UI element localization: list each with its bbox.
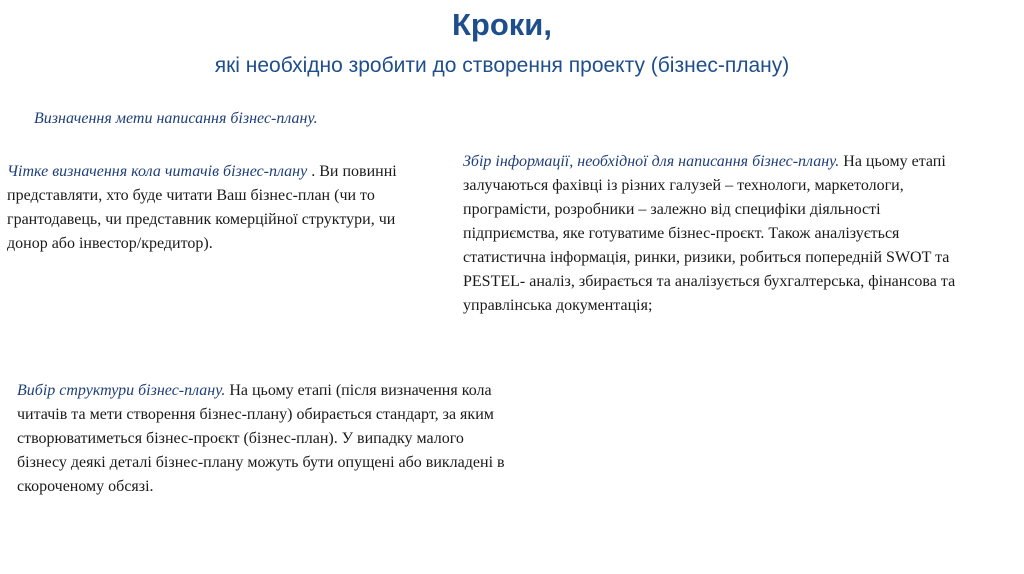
step-readers-lead: Чітке визначення кола читачів бізнес-плану [7,163,308,180]
step-goal-definition [34,107,434,131]
slide-subtitle: які необхідно зробити до створення проекту (бізнес-плану) [214,54,790,77]
slide-title: Кроки, [452,7,552,42]
step-structure-body: На цьому етапі (після визначення кола читачів та мети створення бізнес-плану) обирається стандарт, за яким створюватиметься бізнес-проєкт (бізнес-план). У випадку малого бізнесу деякі деталі бізнес-плану можуть бути опущені або викладені в скороченому обсязі. [17,382,505,495]
step-goal-lead: Визначення мети написання бізнес-плану. [34,110,318,127]
step-information-gathering [463,150,959,318]
step-structure-lead: Вибір структури бізнес-плану. [17,382,226,399]
step-information-body: На цьому етапі залучаються фахівці із різних галузей – технологи, маркетологи, програмісти, розробники – залежно від специфіки діяльності підприємства, яке готуватиме бізнес-проєкт. Також аналізується статистична інформація, ринки, ризики, робиться попередній SWOT та PESTEL- аналіз, збирається та аналізується бухгалтерська, фінансова та управлінська документація; [463,153,956,314]
step-information-lead: Збір інформації, необхідної для написання бізнес-плану. [463,153,840,170]
step-structure-choice [17,379,515,499]
step-readers-definition [7,160,435,256]
step-readers-body: . Ви повинні представляти, хто буде читати Ваш бізнес-план (чи то грантодавець, чи представник комерційної структури, чи донор або інвестор/кредитор). [7,163,397,252]
